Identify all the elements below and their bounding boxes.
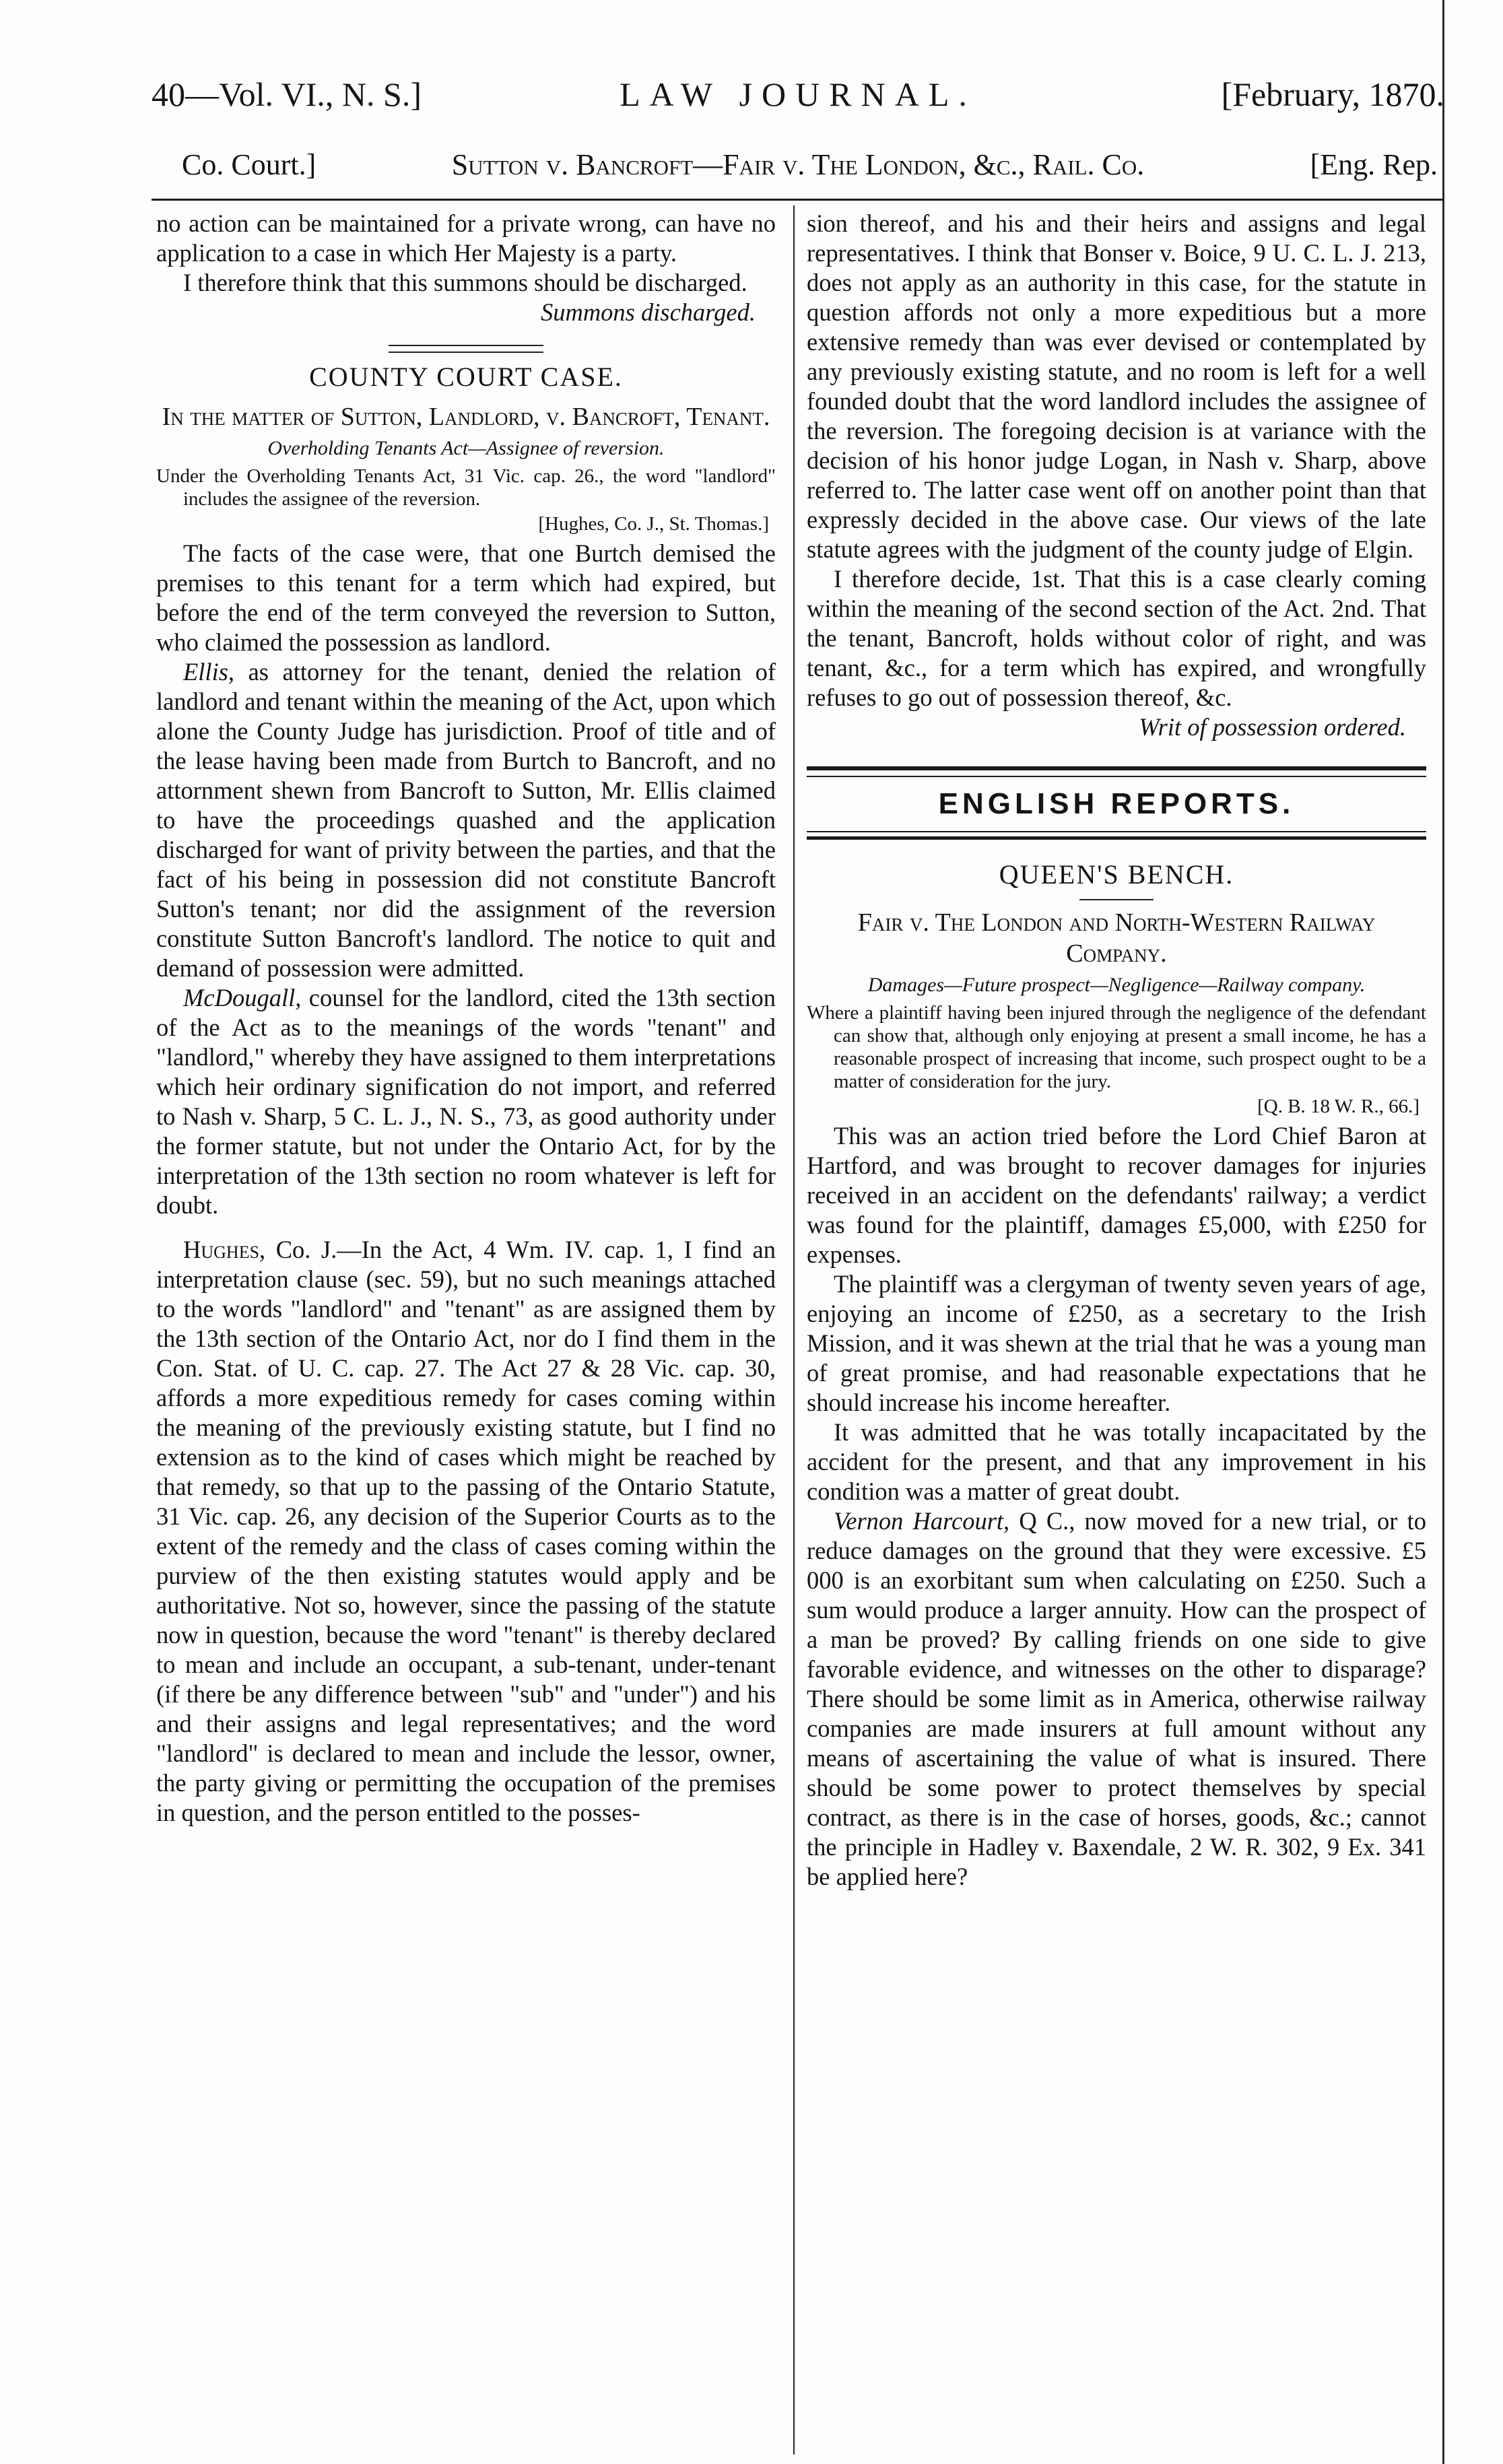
report-label: [Eng. Rep. bbox=[1310, 148, 1438, 181]
section-rule bbox=[807, 831, 1426, 840]
left-column bbox=[156, 209, 776, 2451]
judgment-disposition: Writ of possession ordered. bbox=[1139, 713, 1406, 741]
reports-title: ENGLISH REPORTS. bbox=[938, 787, 1295, 820]
paragraph: McDougall, counsel for the landlord, cited the 13th section of the Act as to the meanings of the words "tenant" and "landlord," whereby they have assigned to them interpretations which heir ordinary signification do not import, and referred to Nash v. Sharp, 5 C. L. J., N. S., 73, as good authority under the former statute, but not under the Ontario Act, for by the interpretation of the 13th section no room whatever is left for doubt. bbox=[156, 984, 776, 1219]
counsel-name: Vernon Harcourt, bbox=[834, 1507, 1010, 1535]
paragraph: The facts of the case were, that one Burtch demised the premises to this tenant for a term which had expired, but before the end of the term conveyed the reversion to Sutton, who claimed the possession as landlord. bbox=[156, 539, 776, 656]
headnote: Where a plaintiff having been injured through the negligence of the defendant can show that, although only enjoying at present a small income, he has a reasonable prospect of increasing that income, such prospect ought to be a matter of consideration for the jury. bbox=[807, 1002, 1426, 1092]
double-rule bbox=[389, 345, 543, 353]
case-name: In the matter of Sutton, Landlord, v. Bancroft, Tenant. bbox=[162, 403, 770, 431]
paragraph: no action can be maintained for a private wrong, can have no application to a case in which Her Majesty is a party. bbox=[156, 209, 776, 267]
case-name: Fair v. The London and North-Western Railway Company. bbox=[857, 908, 1376, 968]
judgment-disposition: Summons discharged. bbox=[540, 298, 756, 326]
volume-number: 40—Vol. VI., N. S.] bbox=[152, 75, 422, 113]
catchwords: Damages—Future prospect—Negligence—Railway company. bbox=[867, 974, 1366, 996]
paragraph: sion thereof, and his and their heirs and assigns and legal representatives. I think that Bonser v. Boice, 9 U. C. L. J. 213, does not apply as an authority in this case, for the statute in question affords not only a more expeditious but a more extensive remedy than was ever devised or contemplated by any previously existing statute, and no room is left for a well founded doubt that the word landlord includes the assignee of the reversion. The foregoing decision is at variance with the decision of his honor judge Logan, in Nash v. Sharp, above referred to. The latter case went off on another point than that expressly decided in the above case. Our views of the late statute agrees with the judgment of the county judge of Elgin. bbox=[807, 209, 1426, 563]
counsel-name: McDougall, bbox=[183, 984, 302, 1011]
court-label: Co. Court.] bbox=[182, 148, 316, 181]
paragraph: Hughes, Co. J.—In the Act, 4 Wm. IV. cap. 1, I find an interpretation clause (sec. 59), but no such meanings attached to the words "landlord" and "tenant" as are assigned them by the 13th section of the Ontario Act, nor do I find them in the Con. Stat. of U. C. cap. 27. The Act 27 & 28 Vic. cap. 30, affords a more expeditious remedy for cases coming within the meaning of the previously existing statute, but I find no extension as to the kind of cases which might be reached by that remedy, so that up to the passing of the Ontario Statute, 31 Vic. cap. 26, any decision of the Superior Courts as to the extent of the remedy and the class of cases coming within the purview of the then existing statutes would apply and be authoritative. Not so, however, since the passing of the statute now in question, because the word "tenant" is thereby declared to mean and include an occupant, a sub-tenant, under-tenant (if there be any difference between "sub" and "under") and his and their assigns and legal representatives; and the word "landlord" is declared to mean and include the lessor, owner, the party giving or permitting the occupation of the premises in question, and the person entitled to the posses- bbox=[156, 1236, 776, 1826]
issue-date: [February, 1870. bbox=[1221, 75, 1444, 113]
judge-name: Hughes, bbox=[183, 1236, 266, 1263]
paragraph: This was an action tried before the Lord Chief Baron at Hartford, and was brought to recover damages for injuries received in an accident on the defendants' railway; a verdict was found for the plaintiff, damages £5,000, with £250 for expenses. bbox=[807, 1122, 1426, 1268]
section-header bbox=[152, 138, 1444, 192]
section-title: COUNTY COURT CASE. bbox=[309, 362, 623, 392]
headnote-citation: [Hughes, Co. J., St. Thomas.] bbox=[538, 513, 769, 535]
headnote-citation: [Q. B. 18 W. R., 66.] bbox=[1257, 1096, 1420, 1117]
header-rule bbox=[152, 199, 1444, 201]
counsel-name: Ellis, bbox=[183, 658, 235, 686]
short-rule bbox=[1079, 899, 1154, 900]
court-title: QUEEN'S BENCH. bbox=[999, 859, 1234, 890]
paragraph: The plaintiff was a clergyman of twenty seven years of age, enjoying an income of £250, as a secretary to the Irish Mission, and it was shewn at the trial that he was a young man of great promise, and had reasonable expectations that he should increase his income hereafter. bbox=[807, 1270, 1426, 1416]
catchwords: Overholding Tenants Act—Assignee of reversion. bbox=[267, 437, 665, 459]
section-rule bbox=[807, 766, 1426, 777]
journal-title: LAW JOURNAL. bbox=[620, 75, 976, 113]
paragraph: I therefore decide, 1st. That this is a case clearly coming within the meaning of the second section of the Act. 2nd. That the tenant, Bancroft, holds without color of right, and was tenant, &c., for a term which has expired, and wrongfully refuses to go out of possession thereof, &c. bbox=[807, 565, 1426, 711]
paragraph: Vernon Harcourt, Q C., now moved for a new trial, or to reduce damages on the ground that they were excessive. £5 000 is an exorbitant sum when calculating on £250. Such a sum would produce a larger annuity. How can the prospect of a man be proved? By calling friends on one side to give favorable evidence, and witnesses on the other to disparage? There should be some limit as in America, otherwise railway companies are made insurers at full amount without any means of ascertaining the value of what is insured. There should be some power to protect themselves by special contract, as there is in the case of horses, goods, &c.; cannot the principle in Hadley v. Baxendale, 2 W. R. 302, 9 Ex. 341 be applied here? bbox=[807, 1507, 1426, 1890]
case-running-title: Sutton v. Bancroft—Fair v. The London, &c., Rail. Co. bbox=[451, 148, 1145, 181]
paragraph: Ellis, as attorney for the tenant, denied the relation of landlord and tenant within the meaning of the Act, upon which alone the County Judge has jurisdiction. Proof of title and of the lease having been made from Burtch to Bancroft, and no attornment shewn from Bancroft to Sutton, Mr. Ellis claimed to have the proceedings quashed and the application discharged for want of privity between the parties, and that the fact of his being in possession did not constitute Bancroft Sutton's tenant; nor did the assignment of the reversion constitute Sutton Bancroft's landlord. The notice to quit and demand of possession were admitted. bbox=[156, 658, 776, 982]
right-column bbox=[807, 209, 1426, 2451]
paragraph: It was admitted that he was totally incapacitated by the accident for the present, and that any improvement in his condition was a matter of great doubt. bbox=[807, 1418, 1426, 1505]
running-header bbox=[152, 67, 1444, 121]
page-edge-rule bbox=[1442, 0, 1444, 2464]
paragraph: I therefore think that this summons should be discharged. bbox=[183, 269, 747, 296]
headnote: Under the Overholding Tenants Act, 31 Vic. cap. 26., the word "landlord" includes the assignee of the reversion. bbox=[156, 465, 776, 510]
column-divider bbox=[793, 205, 795, 2455]
